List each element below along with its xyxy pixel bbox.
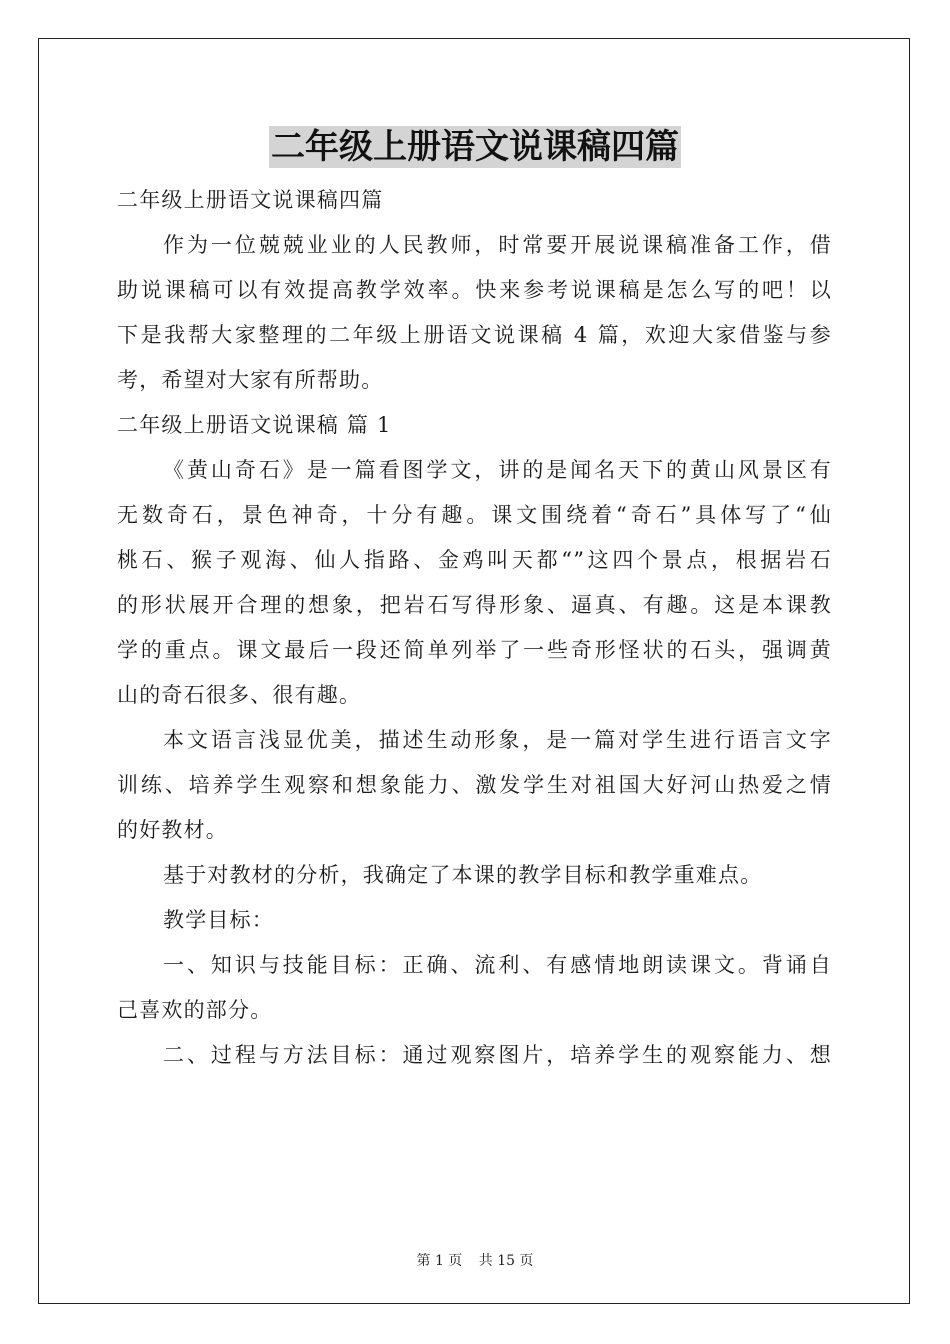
text-line: 无数奇石，景色神奇，十分有趣。课文围绕着“奇石”具体写了“仙 [117, 503, 832, 527]
text-line: 下是我帮大家整理的二年级上册语文说课稿 4 篇，欢迎大家借鉴与参 [117, 323, 832, 347]
text-line: 己喜欢的部分。 [117, 998, 273, 1022]
text-line: 训练、培养学生观察和想象能力、激发学生对祖国大好河山热爱之情 [117, 773, 832, 797]
document-body [117, 178, 832, 1078]
text-line: 助说课稿可以有效提高教学效率。快来参考说课稿是怎么写的吧！以 [117, 278, 832, 302]
text-line: 桃石、猴子观海、仙人指路、金鸡叫天都“”这四个景点，根据岩石 [117, 548, 832, 572]
text-line: 教学目标： [163, 908, 274, 932]
text-line: 考，希望对大家有所帮助。 [117, 368, 384, 392]
text-line: 作为一位兢兢业业的人民教师，时常要开展说课稿准备工作，借 [163, 233, 832, 257]
text-line: 学的重点。课文最后一段还简单列举了一些奇形怪状的石头，强调黄 [117, 638, 832, 662]
text-line: 基于对教材的分析，我确定了本课的教学目标和教学重难点。 [163, 863, 763, 887]
text-line: 的好教材。 [117, 818, 228, 842]
text-line: 山的奇石很多、很有趣。 [117, 683, 362, 707]
title-container [0, 126, 950, 168]
page-number: 第 1 页 [416, 1253, 463, 1269]
page-total: 共 15 页 [478, 1253, 534, 1269]
document-title: 二年级上册语文说课稿四篇 [271, 127, 679, 167]
text-line: 二、过程与方法目标：通过观察图片，培养学生的观察能力、想 [163, 1043, 832, 1067]
text-line: 《黄山奇石》是一篇看图学文，讲的是闻名天下的黄山风景区有 [163, 458, 832, 482]
page-footer [0, 1250, 950, 1270]
text-line: 一、知识与技能目标：正确、流利、有感情地朗读课文。背诵自 [163, 953, 832, 977]
text-line: 本文语言浅显优美，描述生动形象，是一篇对学生进行语言文字 [163, 728, 832, 752]
section-heading: 二年级上册语文说课稿 篇 1 [117, 413, 392, 437]
subtitle-line: 二年级上册语文说课稿四篇 [117, 188, 384, 212]
text-line: 的形状展开合理的想象，把岩石写得形象、逼真、有趣。这是本课教 [117, 593, 832, 617]
